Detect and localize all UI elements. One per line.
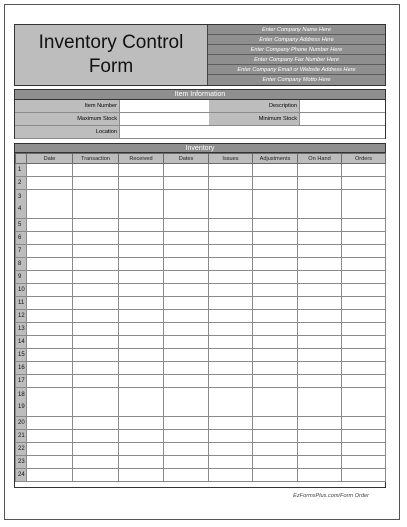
row-number-label: 4 — [18, 206, 22, 212]
table-row — [16, 177, 386, 190]
table-cell[interactable] — [73, 258, 119, 271]
column-header-orders: Orders — [342, 154, 386, 164]
row-number-label: 5 — [18, 222, 22, 228]
description-field[interactable] — [299, 100, 385, 113]
table-cell[interactable] — [298, 245, 342, 258]
row-number-label: 20 — [18, 420, 25, 426]
table-cell[interactable] — [253, 323, 298, 336]
table-row — [16, 190, 386, 219]
row-number-label: 14 — [18, 339, 25, 345]
table-row — [16, 271, 386, 284]
table-cell[interactable] — [27, 190, 73, 219]
row-number-header — [16, 154, 27, 164]
table-cell[interactable] — [164, 323, 209, 336]
maximum-stock-field[interactable] — [119, 113, 209, 126]
table-cell[interactable] — [119, 164, 164, 177]
table-cell[interactable] — [164, 164, 209, 177]
table-cell[interactable] — [298, 310, 342, 323]
table-cell[interactable] — [342, 284, 386, 297]
table-cell[interactable] — [342, 430, 386, 443]
table-row — [16, 323, 386, 336]
item-number-label: Item Number — [15, 100, 119, 113]
table-cell[interactable] — [209, 232, 253, 245]
table-cell[interactable] — [164, 232, 209, 245]
inventory-heading: Inventory — [15, 144, 385, 153]
table-cell[interactable] — [73, 164, 119, 177]
table-row — [16, 430, 386, 443]
table-cell[interactable] — [73, 456, 119, 469]
row-number — [16, 443, 27, 456]
location-label: Location — [15, 126, 119, 139]
row-number — [16, 323, 27, 336]
table-cell[interactable] — [27, 219, 73, 232]
table-cell[interactable] — [164, 271, 209, 284]
table-cell[interactable] — [164, 219, 209, 232]
column-header-adjustments: Adjustments — [253, 154, 298, 164]
table-cell[interactable] — [253, 417, 298, 430]
row-number — [16, 349, 27, 362]
column-header-issues: Issues — [209, 154, 253, 164]
table-cell[interactable] — [342, 469, 386, 482]
row-number — [16, 190, 27, 219]
table-cell[interactable] — [209, 177, 253, 190]
row-number-label: 1 — [18, 167, 22, 173]
table-cell[interactable] — [119, 190, 164, 219]
table-cell[interactable] — [298, 456, 342, 469]
table-cell[interactable] — [73, 388, 119, 417]
row-number — [16, 417, 27, 430]
table-cell[interactable] — [253, 430, 298, 443]
table-cell[interactable] — [119, 219, 164, 232]
table-cell[interactable] — [342, 388, 386, 417]
table-cell[interactable] — [73, 362, 119, 375]
inventory-header-row — [16, 154, 386, 164]
table-cell[interactable] — [119, 375, 164, 388]
table-cell[interactable] — [73, 310, 119, 323]
table-cell[interactable] — [209, 375, 253, 388]
table-cell[interactable] — [119, 349, 164, 362]
table-cell[interactable] — [298, 164, 342, 177]
table-cell[interactable] — [342, 271, 386, 284]
table-cell[interactable] — [298, 284, 342, 297]
table-cell[interactable] — [164, 469, 209, 482]
table-cell[interactable] — [27, 443, 73, 456]
table-cell[interactable] — [119, 258, 164, 271]
row-number — [16, 297, 27, 310]
table-cell[interactable] — [253, 469, 298, 482]
table-cell[interactable] — [27, 258, 73, 271]
table-cell[interactable] — [119, 417, 164, 430]
table-cell[interactable] — [342, 310, 386, 323]
table-cell[interactable] — [209, 271, 253, 284]
table-cell[interactable] — [253, 388, 298, 417]
table-cell[interactable] — [27, 245, 73, 258]
table-cell[interactable] — [298, 375, 342, 388]
table-cell[interactable] — [27, 362, 73, 375]
company-fax-field[interactable]: Enter Company Fax Number Here — [208, 55, 385, 65]
company-info-block — [207, 25, 385, 85]
row-number-label: 13 — [18, 326, 25, 332]
table-cell[interactable] — [119, 388, 164, 417]
table-cell[interactable] — [298, 297, 342, 310]
row-number — [16, 362, 27, 375]
item-number-field[interactable] — [119, 100, 209, 113]
company-phone-field[interactable]: Enter Company Phone Number Here — [208, 45, 385, 55]
table-cell[interactable] — [342, 443, 386, 456]
table-cell[interactable] — [342, 177, 386, 190]
table-cell[interactable] — [298, 219, 342, 232]
table-cell[interactable] — [253, 164, 298, 177]
table-cell[interactable] — [27, 417, 73, 430]
company-email-field[interactable]: Enter Company Email or Website Address Here — [208, 65, 385, 75]
table-cell[interactable] — [209, 284, 253, 297]
table-cell[interactable] — [27, 297, 73, 310]
table-cell[interactable] — [27, 284, 73, 297]
table-cell[interactable] — [253, 443, 298, 456]
inventory-section — [14, 143, 386, 488]
row-number — [16, 258, 27, 271]
table-cell[interactable] — [298, 336, 342, 349]
item-information-section — [14, 89, 386, 139]
table-row — [16, 232, 386, 245]
row-number-label: 2 — [18, 180, 22, 186]
row-number-label: 9 — [18, 274, 22, 280]
table-cell[interactable] — [164, 245, 209, 258]
table-row — [16, 388, 386, 417]
table-cell[interactable] — [164, 336, 209, 349]
row-number — [16, 232, 27, 245]
row-number — [16, 177, 27, 190]
table-cell[interactable] — [342, 417, 386, 430]
item-information-heading: Item Information — [15, 90, 385, 100]
table-cell[interactable] — [119, 362, 164, 375]
table-cell[interactable] — [209, 443, 253, 456]
row-number-label: 12 — [18, 313, 25, 319]
inventory-table — [15, 153, 386, 482]
table-cell[interactable] — [342, 349, 386, 362]
table-cell[interactable] — [342, 362, 386, 375]
table-row — [16, 297, 386, 310]
table-cell[interactable] — [119, 310, 164, 323]
table-cell[interactable] — [164, 456, 209, 469]
column-header-transaction: Transaction — [73, 154, 119, 164]
table-cell[interactable] — [27, 456, 73, 469]
table-cell[interactable] — [27, 177, 73, 190]
table-cell[interactable] — [73, 271, 119, 284]
column-header-date: Date — [27, 154, 73, 164]
table-cell[interactable] — [298, 469, 342, 482]
table-cell[interactable] — [73, 469, 119, 482]
row-number — [16, 164, 27, 177]
table-cell[interactable] — [209, 336, 253, 349]
table-cell[interactable] — [119, 271, 164, 284]
table-cell[interactable] — [342, 336, 386, 349]
row-number — [16, 245, 27, 258]
table-row — [16, 245, 386, 258]
table-cell[interactable] — [119, 284, 164, 297]
table-cell[interactable] — [209, 362, 253, 375]
table-cell[interactable] — [209, 323, 253, 336]
table-cell[interactable] — [209, 297, 253, 310]
table-cell[interactable] — [209, 258, 253, 271]
row-number-label: 3 — [18, 194, 22, 200]
table-cell[interactable] — [342, 232, 386, 245]
table-cell[interactable] — [73, 375, 119, 388]
table-cell[interactable] — [209, 456, 253, 469]
table-cell[interactable] — [209, 190, 253, 219]
table-cell[interactable] — [253, 456, 298, 469]
table-cell[interactable] — [27, 388, 73, 417]
table-cell[interactable] — [164, 375, 209, 388]
table-cell[interactable] — [298, 417, 342, 430]
table-cell[interactable] — [298, 190, 342, 219]
table-cell[interactable] — [73, 430, 119, 443]
row-number-label: 8 — [18, 261, 22, 267]
table-cell[interactable] — [27, 164, 73, 177]
row-number — [16, 271, 27, 284]
table-row — [16, 284, 386, 297]
table-cell[interactable] — [73, 284, 119, 297]
row-number — [16, 336, 27, 349]
table-cell[interactable] — [27, 232, 73, 245]
row-number-label: 21 — [18, 433, 25, 439]
table-cell[interactable] — [209, 164, 253, 177]
table-cell[interactable] — [253, 271, 298, 284]
table-cell[interactable] — [73, 349, 119, 362]
table-cell[interactable] — [253, 258, 298, 271]
table-cell[interactable] — [253, 219, 298, 232]
table-cell[interactable] — [119, 177, 164, 190]
table-cell[interactable] — [27, 375, 73, 388]
table-cell[interactable] — [73, 417, 119, 430]
table-cell[interactable] — [27, 430, 73, 443]
table-cell[interactable] — [164, 430, 209, 443]
table-cell[interactable] — [253, 336, 298, 349]
table-cell[interactable] — [209, 310, 253, 323]
table-row — [16, 219, 386, 232]
table-cell[interactable] — [119, 245, 164, 258]
table-cell[interactable] — [164, 297, 209, 310]
table-cell[interactable] — [298, 430, 342, 443]
table-cell[interactable] — [253, 284, 298, 297]
row-number-label: 19 — [18, 404, 25, 410]
table-cell[interactable] — [298, 177, 342, 190]
table-cell[interactable] — [342, 245, 386, 258]
row-number — [16, 469, 27, 482]
row-number-label: 24 — [18, 472, 25, 478]
table-cell[interactable] — [298, 232, 342, 245]
table-row — [16, 443, 386, 456]
minimum-stock-label: Minimum Stock — [209, 113, 299, 126]
table-cell[interactable] — [164, 388, 209, 417]
table-row — [16, 310, 386, 323]
table-cell[interactable] — [164, 190, 209, 219]
table-cell[interactable] — [164, 284, 209, 297]
table-cell[interactable] — [73, 190, 119, 219]
row-number-label: 18 — [18, 392, 25, 398]
table-row — [16, 456, 386, 469]
table-cell[interactable] — [298, 443, 342, 456]
table-cell[interactable] — [298, 362, 342, 375]
table-cell[interactable] — [342, 164, 386, 177]
table-cell[interactable] — [73, 232, 119, 245]
table-row — [16, 362, 386, 375]
row-number — [16, 284, 27, 297]
table-cell[interactable] — [253, 177, 298, 190]
table-cell[interactable] — [27, 323, 73, 336]
table-cell[interactable] — [342, 297, 386, 310]
company-address-field[interactable]: Enter Company Address Here — [208, 35, 385, 45]
row-number-label: 23 — [18, 459, 25, 465]
form-title: Inventory Control Form — [38, 32, 184, 77]
table-cell[interactable] — [119, 232, 164, 245]
table-cell[interactable] — [342, 375, 386, 388]
table-cell[interactable] — [119, 430, 164, 443]
table-cell[interactable] — [119, 469, 164, 482]
table-cell[interactable] — [119, 336, 164, 349]
table-cell[interactable] — [253, 245, 298, 258]
table-cell[interactable] — [253, 297, 298, 310]
column-header-on-hand: On Hand — [298, 154, 342, 164]
table-cell[interactable] — [342, 258, 386, 271]
table-cell[interactable] — [119, 323, 164, 336]
table-cell[interactable] — [73, 297, 119, 310]
table-cell[interactable] — [209, 417, 253, 430]
minimum-stock-field[interactable] — [299, 113, 385, 126]
table-cell[interactable] — [298, 349, 342, 362]
table-cell[interactable] — [73, 443, 119, 456]
table-cell[interactable] — [164, 362, 209, 375]
table-cell[interactable] — [209, 245, 253, 258]
row-number — [16, 219, 27, 232]
table-cell[interactable] — [27, 271, 73, 284]
company-name-field[interactable]: Enter Company Name Here — [208, 25, 385, 35]
row-number-label: 10 — [18, 287, 25, 293]
table-cell[interactable] — [209, 469, 253, 482]
row-number — [16, 388, 27, 417]
table-cell[interactable] — [253, 375, 298, 388]
table-cell[interactable] — [73, 177, 119, 190]
table-cell[interactable] — [164, 310, 209, 323]
table-cell[interactable] — [253, 190, 298, 219]
table-cell[interactable] — [298, 323, 342, 336]
table-cell[interactable] — [253, 362, 298, 375]
row-number-label: 16 — [18, 365, 25, 371]
form-header — [14, 24, 386, 86]
row-number — [16, 456, 27, 469]
table-cell[interactable] — [253, 310, 298, 323]
row-number — [16, 375, 27, 388]
description-label: Description — [209, 100, 299, 113]
table-cell[interactable] — [209, 430, 253, 443]
table-row — [16, 375, 386, 388]
row-number-label: 17 — [18, 378, 25, 384]
table-cell[interactable] — [119, 443, 164, 456]
table-cell[interactable] — [27, 336, 73, 349]
table-cell[interactable] — [73, 336, 119, 349]
table-cell[interactable] — [119, 456, 164, 469]
row-number-label: 6 — [18, 235, 22, 241]
table-cell[interactable] — [164, 417, 209, 430]
table-cell[interactable] — [209, 349, 253, 362]
table-cell[interactable] — [164, 177, 209, 190]
table-cell[interactable] — [298, 388, 342, 417]
table-cell[interactable] — [73, 323, 119, 336]
row-number-label: 22 — [18, 446, 25, 452]
location-field[interactable] — [119, 126, 385, 139]
table-cell[interactable] — [27, 310, 73, 323]
table-cell[interactable] — [164, 258, 209, 271]
table-row — [16, 336, 386, 349]
table-cell[interactable] — [342, 219, 386, 232]
company-motto-field[interactable]: Enter Company Motto Here — [262, 77, 331, 83]
table-cell[interactable] — [119, 297, 164, 310]
table-row — [16, 469, 386, 482]
table-cell[interactable] — [253, 232, 298, 245]
table-row — [16, 417, 386, 430]
row-number — [16, 310, 27, 323]
table-cell[interactable] — [209, 219, 253, 232]
table-cell[interactable] — [73, 245, 119, 258]
table-cell[interactable] — [209, 388, 253, 417]
table-cell[interactable] — [342, 456, 386, 469]
column-header-received: Received — [119, 154, 164, 164]
table-cell[interactable] — [298, 271, 342, 284]
table-cell[interactable] — [253, 349, 298, 362]
table-row — [16, 349, 386, 362]
table-cell[interactable] — [73, 219, 119, 232]
row-number-label: 11 — [18, 300, 25, 306]
maximum-stock-label: Maximum Stock — [15, 113, 119, 126]
column-header-dates: Dates — [164, 154, 209, 164]
table-cell[interactable] — [298, 258, 342, 271]
row-number — [16, 430, 27, 443]
table-row — [16, 258, 386, 271]
table-cell[interactable] — [27, 349, 73, 362]
table-row — [16, 164, 386, 177]
row-number-label: 7 — [18, 248, 22, 254]
table-cell[interactable] — [164, 349, 209, 362]
row-number-label: 15 — [18, 352, 25, 358]
table-cell[interactable] — [27, 469, 73, 482]
table-cell[interactable] — [164, 443, 209, 456]
table-cell[interactable] — [342, 323, 386, 336]
table-cell[interactable] — [342, 190, 386, 219]
footer-brand: EzFormsPlus.com/Form Order — [293, 493, 369, 499]
